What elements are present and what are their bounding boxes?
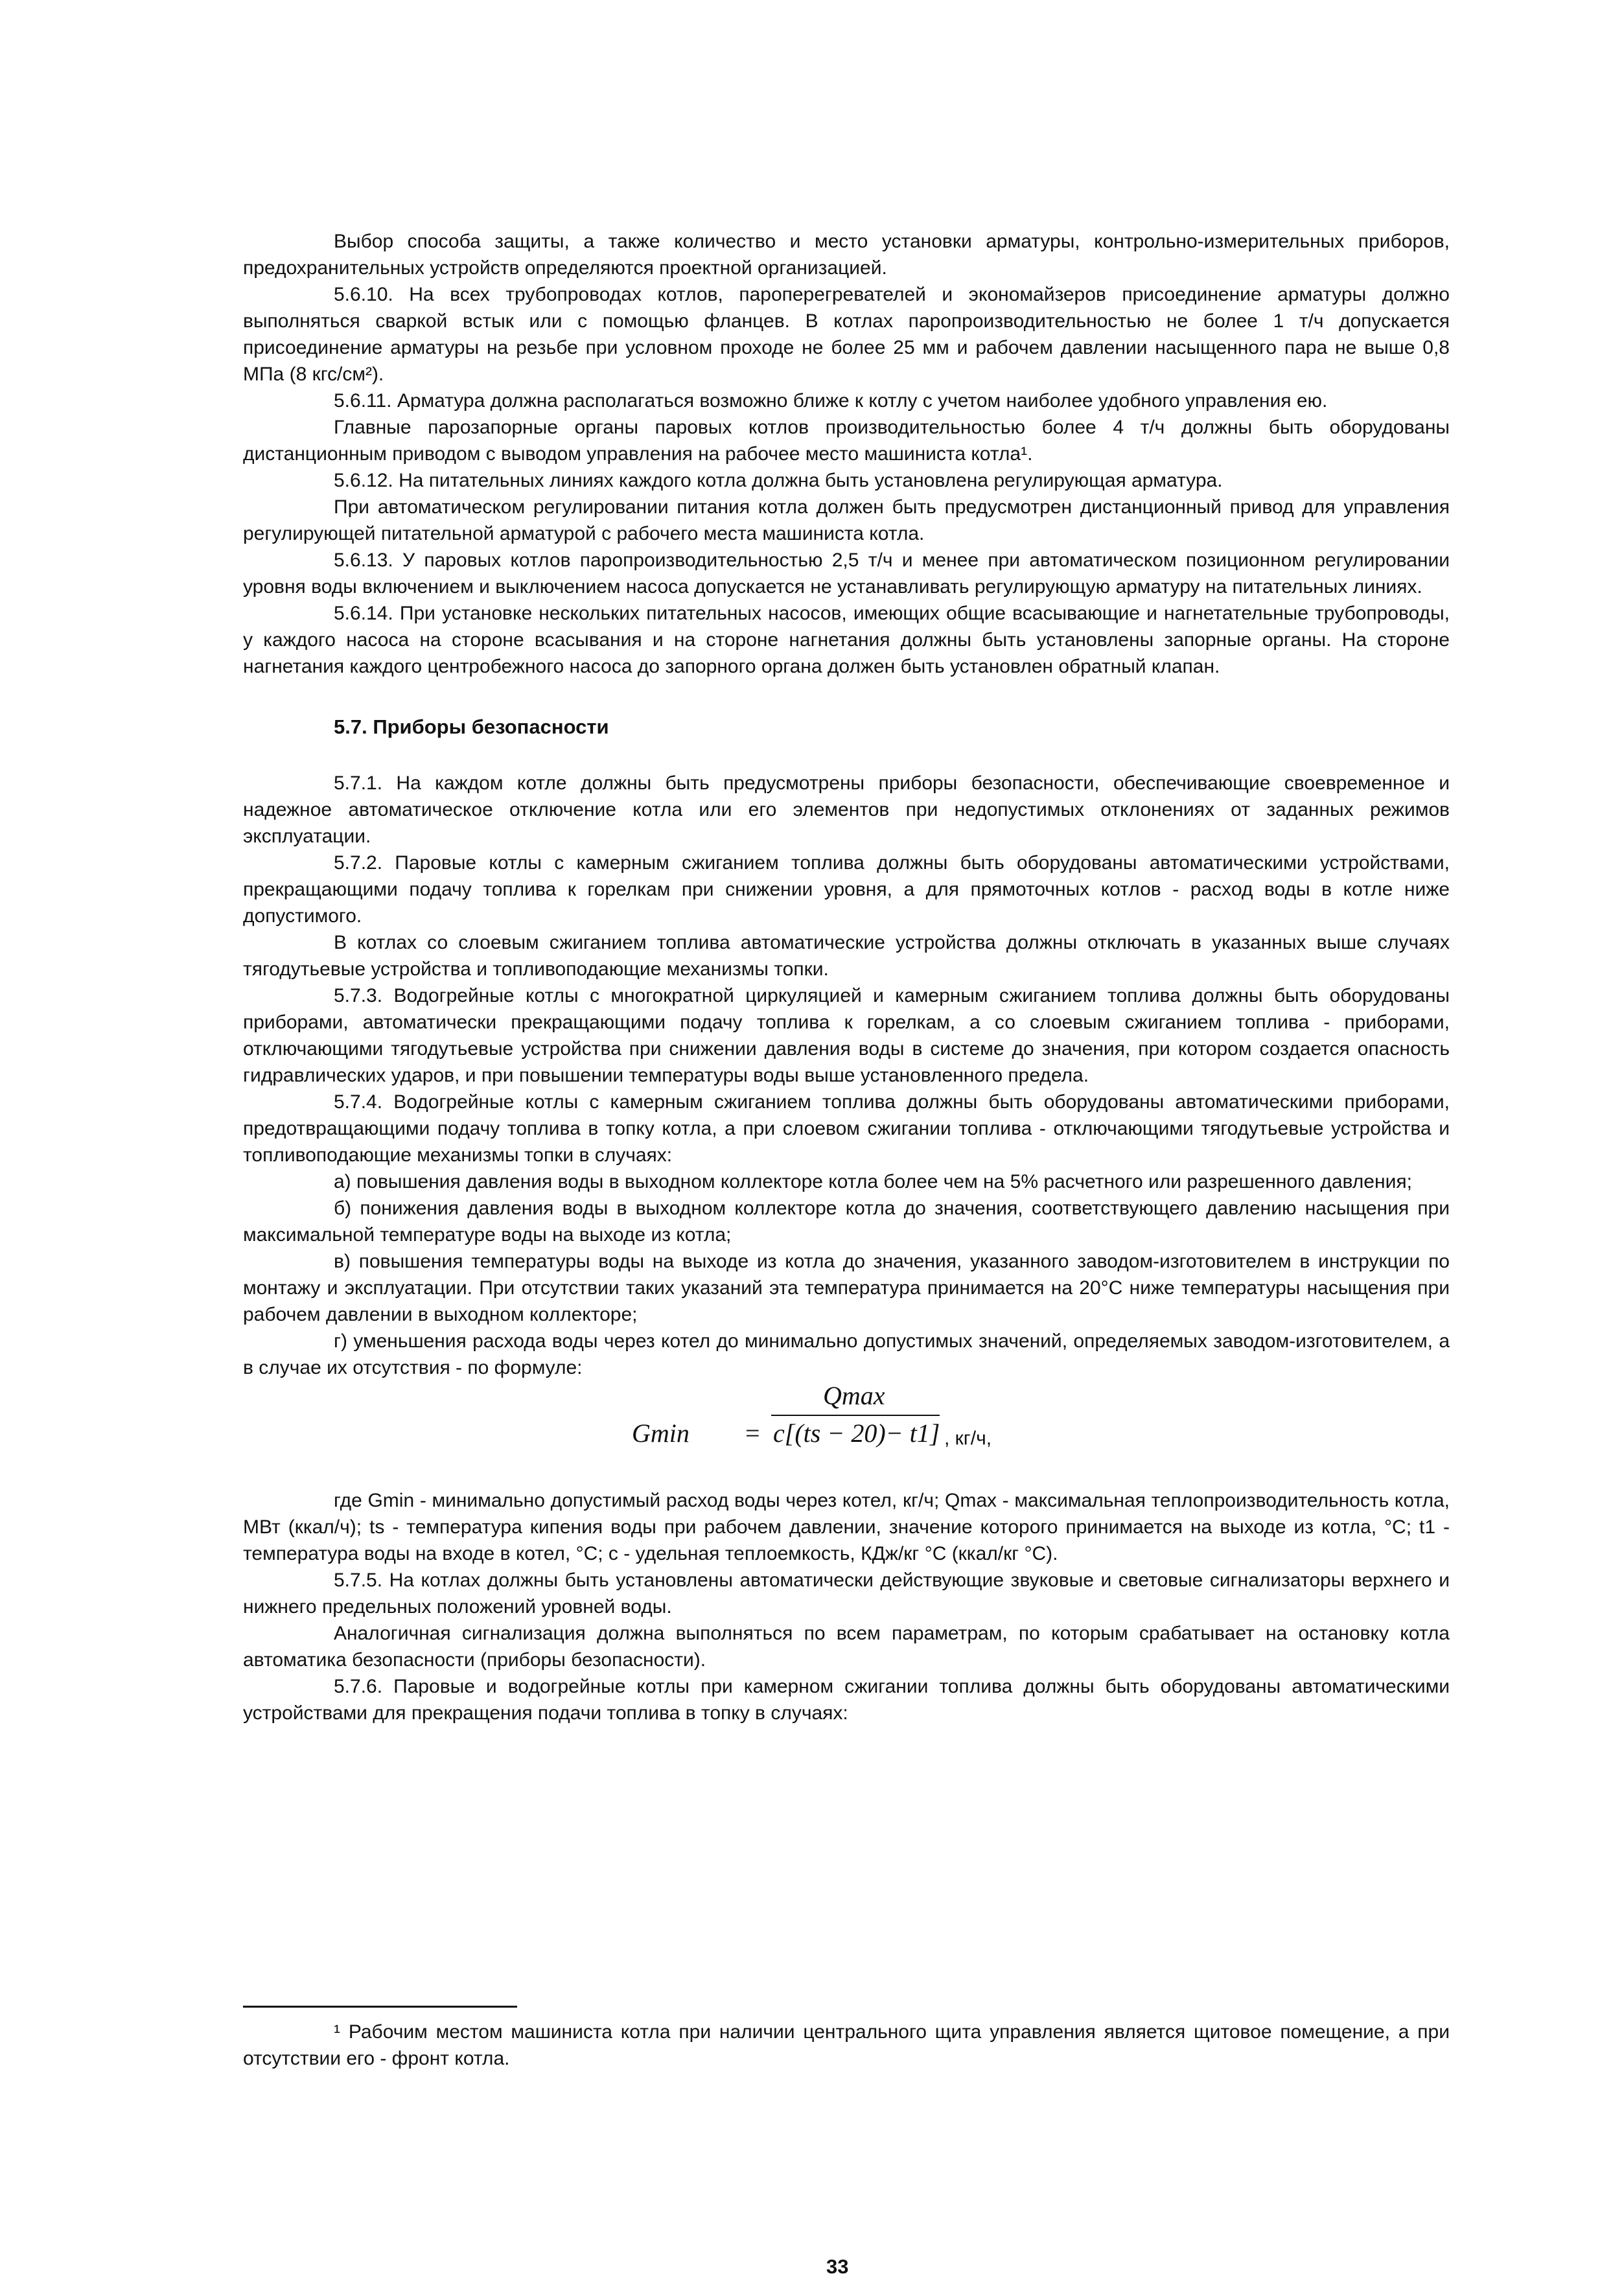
paragraph: 5.7.6. Паровые и водогрейные котлы при камерном сжигании топлива должны быть оборудованы автоматическими устройствами для прекращения подачи топлива в топку в случаях: (243, 1676, 1450, 1724)
formula-denominator: c[(ts − 20)− t1] (773, 1419, 940, 1448)
footnote: ¹ Рабочим местом машиниста котла при наличии центрального щита управления является щитовое помещение, а при отсутствии его - фронт котла. (243, 2021, 1450, 2069)
paragraph: 5.7.2. Паровые котлы с камерным сжиганием топлива должны быть оборудованы автоматическими устройствами, прекращающими подачу топлива к горелкам при снижении уровня, а для прямоточных котлов - расход воды в котле ниже допустимого. (243, 852, 1450, 927)
paragraph: 5.7.3. Водогрейные котлы с многократной циркуляцией и камерным сжиганием топлива должны быть оборудованы приборами, автоматически прекращающими подачу топлива к горелкам, а со слоевым сжиганием топлива - приборами, отключающими тягодутьевые устройства при снижении давления воды в системе до значения, при котором создается опасность гидравлических ударов, и при повышении температуры воды выше установленного предела. (243, 985, 1450, 1086)
paragraph: 5.7.1. На каждом котле должны быть предусмотрены приборы безопасности, обеспечивающие своевременное и надежное автоматическое отключение котла или его элементов при недопустимых отклонениях от заданных режимов эксплуатации. (243, 772, 1450, 847)
page-number: 33 (826, 2255, 849, 2278)
list-item: в) повышения температуры воды на выходе из котла до значения, указанного заводом-изготовителем в инструкции по монтажу и эксплуатации. При отсутствии таких указаний эта температура принимается на 20°С ниже температуры насыщения при рабочем давлении в выходном коллекторе; (243, 1251, 1450, 1325)
list-item: б) понижения давления воды в выходном коллекторе котла до значения, соответствующего давлению насыщения при максимальной температуре воды на выходе из котла; (243, 1198, 1450, 1246)
paragraph: 5.7.5. На котлах должны быть установлены автоматически действующие звуковые и световые сигнализаторы верхнего и нижнего предельных положений уровней воды. (243, 1570, 1450, 1618)
paragraph: где Gmin - минимально допустимый расход воды через котел, кг/ч; Qmax - максимальная теплопроизводительность котла, МВт (ккал/ч); ts - температура кипения воды при рабочем давлении, значение которого принимается на выходе из котла, °С; t1 - температура воды на входе в котел, °С; с - удельная теплоемкость, КДж/кг °С (ккал/кг °С). (243, 1490, 1450, 1564)
paragraph: 5.6.11. Арматура должна располагаться возможно ближе к котлу с учетом наиболее удобного управления ею. (334, 390, 1328, 412)
section-heading: 5.7. Приборы безопасности (334, 715, 609, 738)
page-body (243, 228, 1450, 1726)
paragraph: Главные парозапорные органы паровых котлов производительностью более 4 т/ч должны быть оборудованы дистанционным приводом с выводом управления на рабочее место машиниста котла¹. (243, 417, 1450, 465)
paragraph: 5.6.13. У паровых котлов паропроизводительностью 2,5 т/ч и менее при автоматическом позиционном регулировании уровня воды включением и выключением насоса допускается не устанавливать регулирующую арматуру на питательных линиях. (243, 550, 1450, 597)
paragraph: При автоматическом регулировании питания котла должен быть предусмотрен дистанционный привод для управления регулирующей питательной арматурой с рабочего места машиниста котла. (243, 496, 1450, 544)
formula-unit: , кг/ч, (944, 1428, 992, 1449)
paragraph: 5.6.12. На питательных линиях каждого котла должна быть установлена регулирующая арматура. (334, 470, 1223, 491)
list-item: а) повышения давления воды в выходном коллекторе котла более чем на 5% расчетного или разрешенного давления; (334, 1171, 1412, 1192)
formula-equals: = (745, 1419, 760, 1448)
footnote-separator (243, 2006, 517, 2008)
paragraph: 5.6.10. На всех трубопроводах котлов, пароперегревателей и экономайзеров присоединение арматуры должно выполняться сваркой встык или с помощью фланцев. В котлах паропроизводительностью не более 1 т/ч допускается присоединение арматуры на резьбе при условном проходе не более 25 мм и рабочем давлении насыщенного пара не выше 0,8 МПа (8 кгс/см²). (243, 284, 1450, 385)
paragraph: Аналогичная сигнализация должна выполняться по всем параметрам, по которым срабатывает на остановку котла автоматика безопасности (приборы безопасности). (243, 1623, 1450, 1671)
paragraph: Выбор способа защиты, а также количество и место установки арматуры, контрольно-измерительных приборов, предохранительных устройств определяются проектной организацией. (243, 231, 1450, 279)
flow-rate-formula (243, 1382, 1450, 1479)
paragraph: В котлах со слоевым сжиганием топлива автоматические устройства должны отключать в указанных выше случаях тягодутьевые устройства и топливоподающие механизмы топки. (243, 932, 1450, 980)
formula-numerator: Qmax (823, 1381, 885, 1410)
fraction-bar (771, 1415, 940, 1416)
paragraph: 5.6.14. При установке нескольких питательных насосов, имеющих общие всасывающие и нагнетательные трубопроводы, у каждого насоса на стороне всасывания и на стороне нагнетания должны быть установлены запорные органы. На стороне нагнетания каждого центробежного насоса до запорного органа должен быть установлен обратный клапан. (243, 603, 1450, 677)
list-item: г) уменьшения расхода воды через котел до минимально допустимых значений, определяемых заводом-изготовителем, а в случае их отсутствия - по формуле: (243, 1330, 1450, 1378)
formula-lhs: Gmin (632, 1419, 690, 1448)
paragraph: 5.7.4. Водогрейные котлы с камерным сжиганием топлива должны быть оборудованы автоматическими приборами, предотвращающими подачу топлива в топку котла, а при слоевом сжигании топлива - отключающими тягодутьевые устройства и топливоподающие механизмы топки в случаях: (243, 1091, 1450, 1166)
